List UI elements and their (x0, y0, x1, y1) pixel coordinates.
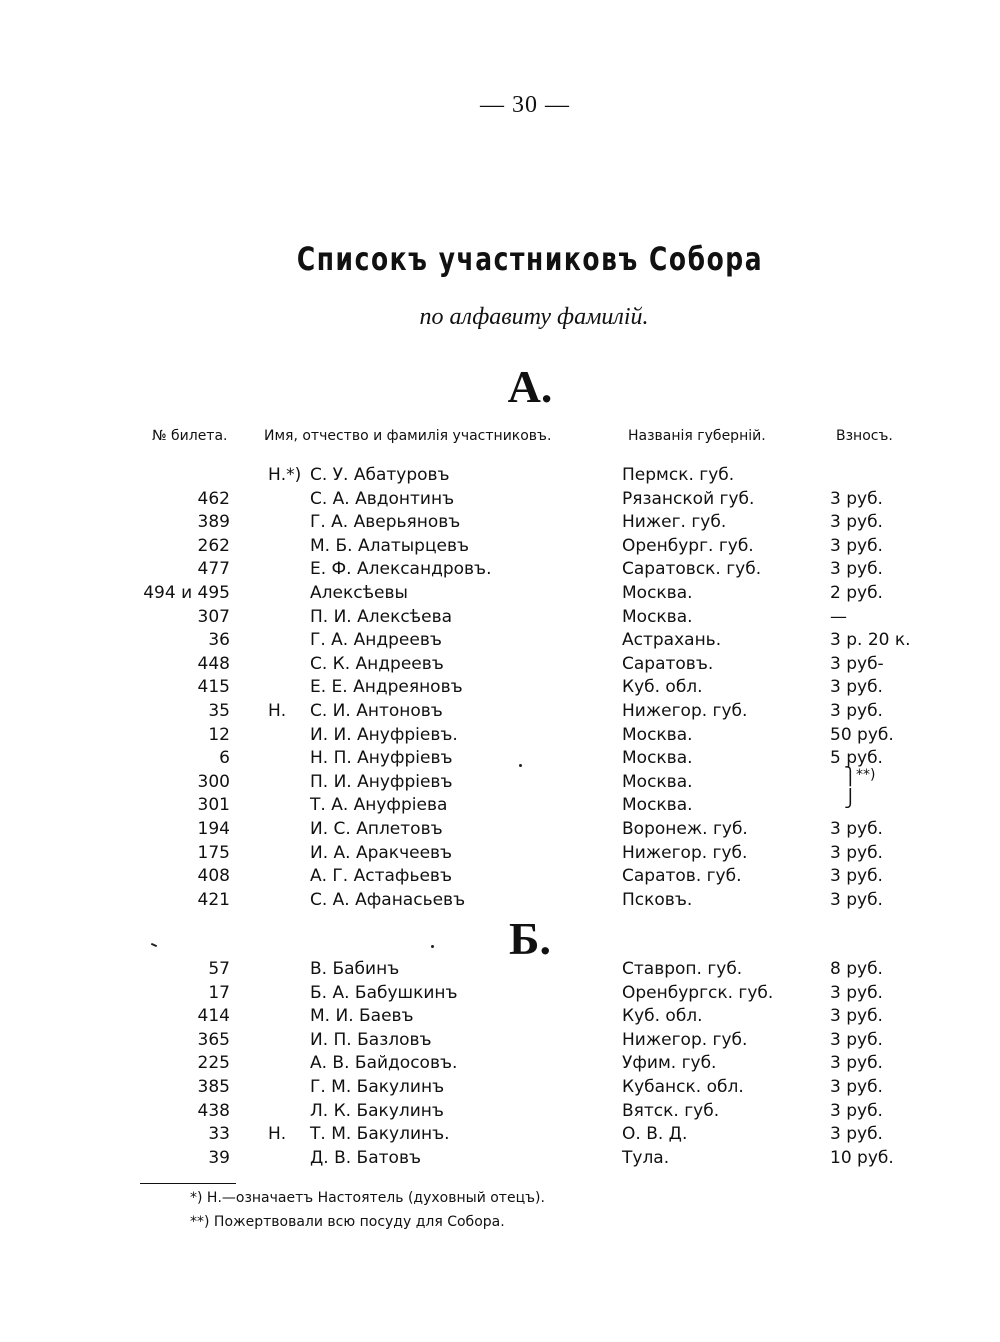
fee-amount: 8 руб. (830, 959, 883, 979)
fee-amount: 3 р. 20 к. (830, 630, 911, 651)
participant-name: С. А. Авдонтинъ (310, 488, 455, 509)
table-row (0, 489, 1000, 512)
header-gub: Названія губерній. (628, 428, 766, 444)
page-subtitle: по алфавиту фамилій. (419, 304, 649, 330)
ticket-number: 39 (208, 1147, 230, 1168)
province-name: Саратовск. губ. (622, 559, 762, 580)
province-name: Псковъ. (622, 889, 693, 910)
table-row (0, 654, 1000, 677)
participant-name: Е. Ф. Александровъ. (310, 559, 492, 580)
province-name: Куб. обл. (622, 1006, 703, 1027)
province-name: Нижегор. губ. (622, 701, 748, 721)
fee-amount: 3 руб- (830, 653, 884, 674)
participant-name: Г. А. Аверьяновъ (310, 512, 461, 533)
table-row (0, 1101, 1000, 1124)
title-mark: Н. (268, 1124, 287, 1145)
print-speck (431, 945, 434, 948)
fee-amount: 3 руб. (830, 559, 883, 580)
participant-name: И. П. Базловъ (310, 1029, 432, 1050)
province-name: Москва. (622, 724, 693, 745)
table-row (0, 1148, 1000, 1171)
fee-amount: 3 руб. (830, 889, 883, 910)
ticket-number: 415 (197, 677, 230, 698)
participant-name: С. И. Антоновъ (310, 701, 443, 721)
footnote-2: **) Пожертвовали всю посуду для Собора. (190, 1214, 505, 1230)
participant-name: Д. В. Батовъ (310, 1147, 421, 1168)
ticket-number: 36 (208, 630, 230, 651)
province-name: Куб. обл. (622, 677, 703, 698)
fee-amount: 3 руб. (830, 982, 883, 1003)
ticket-number: 448 (197, 653, 230, 674)
province-name: Москва. (622, 748, 693, 769)
participant-name: С. У. Абатуровъ (310, 465, 450, 485)
fee-amount: 3 руб. (830, 535, 883, 556)
table-row (0, 866, 1000, 889)
header-ticket: № билета. (152, 428, 228, 444)
participant-name: И. С. Аплетовъ (310, 819, 443, 839)
province-name: Астрахань. (622, 630, 722, 651)
fee-amount: 3 руб. (830, 701, 883, 721)
ticket-number: 57 (208, 959, 230, 979)
table-row (0, 1053, 1000, 1076)
ticket-number: 6 (219, 748, 230, 769)
participant-name: Т. А. Ануфріева (310, 795, 448, 816)
participant-name: И. А. Аракчеевъ (310, 842, 453, 863)
province-name: Нижегор. губ. (622, 842, 748, 863)
table-row (0, 512, 1000, 535)
province-name: Нижегор. губ. (622, 1029, 748, 1050)
participant-name: А. В. Байдосовъ. (310, 1053, 458, 1074)
ticket-number: 300 (197, 771, 230, 792)
participant-name: А. Г. Астафьевъ (310, 866, 452, 887)
fee-amount: 3 руб. (830, 1053, 883, 1074)
province-name: Тула. (622, 1147, 670, 1168)
fee-amount: 3 руб. (830, 1006, 883, 1027)
fee-amount: 2 руб. (830, 583, 883, 603)
table-row (0, 559, 1000, 582)
province-name: Москва. (622, 583, 693, 603)
title-mark: Н.*) (268, 465, 302, 485)
province-name: Ставроп. губ. (622, 959, 743, 979)
table-row (0, 1006, 1000, 1029)
fee-amount: 5 руб. (830, 748, 883, 769)
ticket-number: 408 (197, 866, 230, 887)
ticket-number: 33 (208, 1124, 230, 1145)
ticket-number: 307 (197, 606, 230, 627)
ticket-number: 477 (197, 559, 230, 580)
participant-name: М. Б. Алатырцевъ (310, 535, 470, 556)
fee-amount: 10 руб. (830, 1147, 894, 1168)
ticket-number: 414 (197, 1006, 230, 1027)
brace-mark: ⎫ ⎭ (844, 767, 857, 809)
table-row (0, 630, 1000, 653)
table-row (0, 959, 1000, 982)
ticket-number: 301 (197, 795, 230, 816)
province-name: Оренбургск. губ. (622, 982, 774, 1003)
section-letter-a: А. (507, 361, 553, 412)
table-row (0, 1124, 1000, 1147)
fee-amount: 3 руб. (830, 866, 883, 887)
province-name: Нижег. губ. (622, 512, 727, 533)
table-row (0, 536, 1000, 559)
ticket-number: 225 (197, 1053, 230, 1074)
participant-name: Е. Е. Андреяновъ (310, 677, 463, 698)
table-row (0, 725, 1000, 748)
table-row (0, 465, 1000, 488)
header-fee: Взносъ. (836, 428, 893, 444)
table-row (0, 677, 1000, 700)
participant-name: П. И. Алексѣева (310, 606, 453, 627)
participant-name: В. Бабинъ (310, 959, 400, 979)
province-name: Рязанской губ. (622, 488, 755, 509)
province-name: Пермск. губ. (622, 465, 735, 485)
table-row (0, 819, 1000, 842)
participant-name: П. И. Ануфріевъ (310, 771, 453, 792)
footnote-rule (140, 1183, 236, 1184)
table-row (0, 1077, 1000, 1100)
brace-note-label: **) (856, 767, 876, 783)
table-row (0, 983, 1000, 1006)
fee-amount: 3 руб. (830, 677, 883, 698)
fee-amount: 3 руб. (830, 819, 883, 839)
ticket-number: 175 (197, 842, 230, 863)
province-name: Воронеж. губ. (622, 819, 748, 839)
ticket-number: 262 (197, 535, 230, 556)
table-row (0, 583, 1000, 606)
participant-name: С. К. Андреевъ (310, 653, 444, 674)
ticket-number: 17 (208, 982, 230, 1003)
province-name: Москва. (622, 795, 693, 816)
page-title: Списокъ участниковъ Собора (296, 240, 764, 278)
fee-amount: 3 руб. (830, 1077, 883, 1097)
participant-name: Г. М. Бакулинъ (310, 1077, 445, 1097)
fee-amount: 3 руб. (830, 842, 883, 863)
fee-amount: 3 руб. (830, 488, 883, 509)
table-row (0, 701, 1000, 724)
header-name: Имя, отчество и фамилія участниковъ. (264, 428, 552, 444)
table-row (0, 1030, 1000, 1053)
ticket-number: 194 (197, 819, 230, 839)
province-name: Москва. (622, 606, 693, 627)
province-name: Саратовъ. (622, 653, 714, 674)
table-row (0, 607, 1000, 630)
table-row (0, 843, 1000, 866)
title-mark: Н. (268, 701, 287, 721)
participant-name: С. А. Афанасьевъ (310, 889, 466, 910)
footnote-1: *) Н.—означаетъ Настоятель (духовный отецъ). (190, 1190, 545, 1206)
participant-name: Т. М. Бакулинъ. (310, 1124, 450, 1145)
ticket-number: 421 (197, 889, 230, 910)
table-row (0, 890, 1000, 913)
participant-name: И. И. Ануфріевъ. (310, 724, 458, 745)
ticket-number: 389 (197, 512, 230, 533)
province-name: Москва. (622, 771, 693, 792)
page-number: — 30 — (480, 92, 570, 118)
province-name: Вятск. губ. (622, 1100, 720, 1121)
ticket-number: 365 (197, 1029, 230, 1050)
province-name: Оренбург. губ. (622, 535, 754, 556)
ticket-number: 462 (197, 488, 230, 509)
fee-amount: 50 руб. (830, 724, 894, 745)
participant-name: М. И. Баевъ (310, 1006, 414, 1027)
fee-amount: 3 руб. (830, 512, 883, 533)
brace-note (844, 766, 876, 810)
fee-amount: 3 руб. (830, 1100, 883, 1121)
fee-amount: — (830, 606, 847, 627)
province-name: Саратов. губ. (622, 866, 742, 887)
province-name: Уфим. губ. (622, 1053, 717, 1074)
fee-amount: 3 руб. (830, 1029, 883, 1050)
participant-name: Г. А. Андреевъ (310, 630, 442, 651)
participant-name: Н. П. Ануфріевъ (310, 748, 453, 769)
province-name: Кубанск. обл. (622, 1077, 744, 1097)
section-letter-b: Б. (509, 913, 551, 964)
ticket-number: 385 (197, 1077, 230, 1097)
participant-name: Б. А. Бабушкинъ (310, 982, 458, 1003)
ticket-number: 12 (208, 724, 230, 745)
ticket-number: 438 (197, 1100, 230, 1121)
province-name: О. В. Д. (622, 1124, 688, 1145)
participant-name: Алексѣевы (310, 583, 408, 603)
participant-name: Л. К. Бакулинъ (310, 1100, 444, 1121)
fee-amount: 3 руб. (830, 1124, 883, 1145)
ticket-number: 35 (208, 701, 230, 721)
print-speck (519, 764, 522, 767)
ticket-number: 494 и 495 (143, 583, 230, 603)
